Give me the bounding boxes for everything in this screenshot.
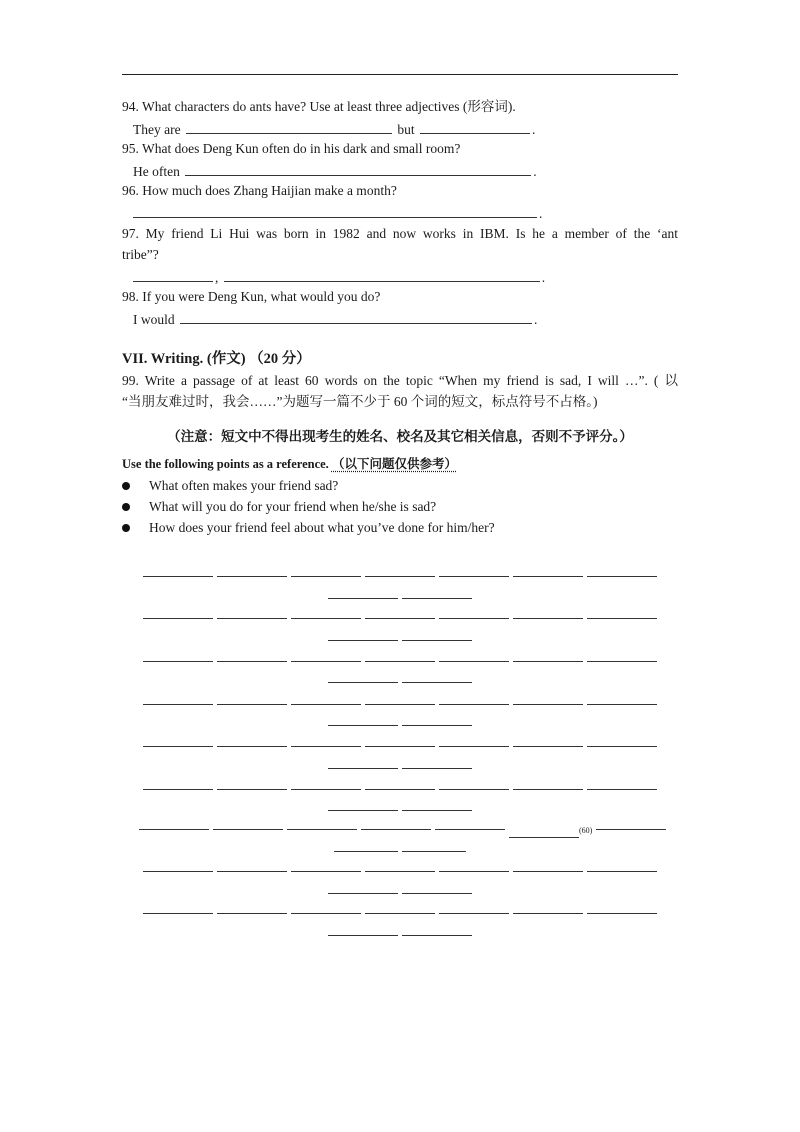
- writing-blank[interactable]: [365, 618, 435, 619]
- writing-blank[interactable]: [402, 810, 472, 811]
- answer-94-blank-1[interactable]: [186, 121, 392, 134]
- answer-97-line: , .: [133, 269, 545, 286]
- writing-blank[interactable]: [334, 851, 398, 852]
- writing-blank[interactable]: [143, 704, 213, 705]
- writing-blank[interactable]: [365, 746, 435, 747]
- writing-blank[interactable]: [217, 576, 287, 577]
- writing-blank[interactable]: [291, 576, 361, 577]
- writing-blank[interactable]: [513, 576, 583, 577]
- writing-blank[interactable]: [365, 871, 435, 872]
- writing-blank[interactable]: [439, 661, 509, 662]
- writing-blank[interactable]: [402, 640, 472, 641]
- writing-blank[interactable]: [439, 704, 509, 705]
- writing-blank[interactable]: [143, 913, 213, 914]
- writing-blank[interactable]: [328, 640, 398, 641]
- writing-blank[interactable]: [587, 746, 657, 747]
- answer-94-blank-2[interactable]: [420, 121, 530, 134]
- answer-95-blank[interactable]: [185, 163, 531, 176]
- answer-95-lead: He often: [133, 164, 180, 179]
- writing-blank[interactable]: [435, 829, 505, 830]
- answer-94-lead: They are: [133, 122, 181, 137]
- writing-blank[interactable]: [402, 682, 472, 683]
- writing-grid-subrow[interactable]: [328, 768, 472, 769]
- writing-note: （注意：短文中不得出现考生的姓名、校名及其它相关信息，否则不予评分。）: [167, 429, 633, 444]
- question-97: 97. My friend Li Hui was born in 1982 and now works in IBM. Is he a member of the ‘ant: [122, 226, 678, 241]
- writing-blank[interactable]: [217, 871, 287, 872]
- writing-blank[interactable]: [587, 789, 657, 790]
- writing-blank[interactable]: [143, 618, 213, 619]
- writing-blank[interactable]: [213, 829, 283, 830]
- writing-blank[interactable]: [217, 704, 287, 705]
- writing-blank[interactable]: [143, 789, 213, 790]
- writing-blank[interactable]: [587, 913, 657, 914]
- answer-98-blank[interactable]: [180, 311, 532, 324]
- bullet-icon: [122, 503, 130, 511]
- writing-blank[interactable]: [402, 893, 472, 894]
- writing-blank[interactable]: [513, 746, 583, 747]
- writing-blank[interactable]: [328, 768, 398, 769]
- writing-grid-subrow[interactable]: [328, 935, 472, 936]
- writing-blank[interactable]: [587, 704, 657, 705]
- writing-blank[interactable]: [587, 871, 657, 872]
- question-94: 94. What characters do ants have? Use at least three adjectives (形容词).: [122, 99, 516, 114]
- writing-blank[interactable]: [328, 893, 398, 894]
- question-97-cont: tribe”?: [122, 247, 159, 262]
- writing-grid-row[interactable]: [143, 661, 657, 662]
- writing-blank[interactable]: [513, 704, 583, 705]
- writing-blank[interactable]: [402, 851, 466, 852]
- question-98: 98. If you were Deng Kun, what would you do?: [122, 289, 381, 304]
- writing-blank[interactable]: [291, 789, 361, 790]
- answer-94-line: They are but .: [133, 122, 536, 137]
- writing-grid-row[interactable]: [143, 576, 657, 577]
- writing-grid-row[interactable]: [143, 913, 657, 914]
- writing-blank[interactable]: [217, 913, 287, 914]
- writing-grid-subrow[interactable]: [328, 640, 472, 641]
- writing-blank[interactable]: [587, 576, 657, 577]
- writing-blank[interactable]: [402, 725, 472, 726]
- answer-98-line: I would .: [133, 312, 538, 327]
- writing-blank[interactable]: [509, 837, 579, 838]
- writing-grid-row[interactable]: [143, 746, 657, 747]
- writing-blank[interactable]: [217, 746, 287, 747]
- writing-blank[interactable]: [328, 935, 398, 936]
- writing-heading: VII. Writing. (作文) （20 分）: [122, 351, 311, 367]
- writing-blank[interactable]: [513, 661, 583, 662]
- bullet-icon: [122, 482, 130, 490]
- writing-blank[interactable]: [402, 768, 472, 769]
- writing-blank[interactable]: [439, 576, 509, 577]
- writing-blank[interactable]: [328, 810, 398, 811]
- writing-grid-row[interactable]: [143, 789, 657, 790]
- writing-blank[interactable]: [587, 661, 657, 662]
- writing-blank[interactable]: [291, 661, 361, 662]
- answer-96-line: .: [133, 205, 542, 222]
- bullet-icon: [122, 524, 130, 532]
- writing-blank[interactable]: [513, 913, 583, 914]
- word-count-marker: (60): [579, 826, 593, 835]
- writing-blank[interactable]: [139, 829, 209, 830]
- writing-blank[interactable]: [143, 871, 213, 872]
- writing-grid-subrow[interactable]: [328, 682, 472, 683]
- writing-blank[interactable]: [402, 935, 472, 936]
- reference-label: Use the following points as a reference.: [122, 457, 329, 471]
- writing-prompt-line-2: “当朋友难过时，我会……”为题写一篇不少于 60 个词的短文，标点符号不占格。): [122, 394, 598, 409]
- writing-grid-row[interactable]: [143, 871, 657, 872]
- writing-blank[interactable]: [439, 871, 509, 872]
- writing-grid-row[interactable]: [139, 826, 666, 838]
- writing-blank[interactable]: [439, 746, 509, 747]
- reference-point-3: How does your friend feel about what you’ve done for him/her?: [149, 520, 495, 535]
- writing-blank[interactable]: [291, 871, 361, 872]
- reference-label-cn: （以下问题仅供参考）: [331, 457, 457, 471]
- writing-blank[interactable]: [328, 725, 398, 726]
- writing-blank[interactable]: [402, 598, 472, 599]
- writing-blank[interactable]: [328, 682, 398, 683]
- writing-grid-subrow[interactable]: [328, 725, 472, 726]
- writing-blank[interactable]: [328, 598, 398, 599]
- writing-blank[interactable]: [513, 871, 583, 872]
- writing-grid-subrow[interactable]: [328, 893, 472, 894]
- writing-blank[interactable]: [291, 746, 361, 747]
- writing-grid-subrow[interactable]: [328, 598, 472, 599]
- writing-blank[interactable]: [513, 789, 583, 790]
- writing-blank[interactable]: [291, 704, 361, 705]
- question-95: 95. What does Deng Kun often do in his dark and small room?: [122, 141, 461, 156]
- writing-prompt-line-1: 99. Write a passage of at least 60 words on the topic “When my friend is sad, I will …”. ( 以: [122, 373, 678, 388]
- writing-blank[interactable]: [291, 913, 361, 914]
- answer-96-blank[interactable]: [133, 205, 537, 218]
- reference-point-1: What often makes your friend sad?: [149, 478, 339, 493]
- writing-blank[interactable]: [291, 618, 361, 619]
- writing-blank[interactable]: [439, 913, 509, 914]
- answer-98-lead: I would: [133, 312, 175, 327]
- writing-blank[interactable]: [143, 661, 213, 662]
- writing-grid-row[interactable]: [143, 704, 657, 705]
- writing-blank[interactable]: [287, 829, 357, 830]
- writing-blank[interactable]: [587, 618, 657, 619]
- writing-blank[interactable]: [143, 576, 213, 577]
- writing-blank[interactable]: [365, 704, 435, 705]
- answer-94-mid: but: [397, 122, 415, 137]
- writing-blank[interactable]: [365, 913, 435, 914]
- writing-blank[interactable]: [365, 576, 435, 577]
- writing-blank[interactable]: [217, 661, 287, 662]
- writing-grid-subrow[interactable]: [334, 851, 466, 852]
- reference-label-line: [122, 456, 457, 472]
- word-count-cell: [509, 826, 593, 838]
- writing-grid-subrow[interactable]: [328, 810, 472, 811]
- writing-blank[interactable]: [143, 746, 213, 747]
- answer-97-blank-1[interactable]: [133, 269, 213, 282]
- writing-blank[interactable]: [439, 789, 509, 790]
- writing-blank[interactable]: [361, 829, 431, 830]
- writing-grid-row[interactable]: [143, 618, 657, 619]
- writing-blank[interactable]: [439, 618, 509, 619]
- header-rule: [122, 74, 678, 75]
- writing-blank[interactable]: [365, 661, 435, 662]
- writing-blank[interactable]: [596, 829, 666, 830]
- reference-point-2: What will you do for your friend when he/she is sad?: [149, 499, 437, 514]
- writing-blank[interactable]: [217, 789, 287, 790]
- writing-blank[interactable]: [217, 618, 287, 619]
- writing-blank[interactable]: [365, 789, 435, 790]
- answer-95-line: He often .: [133, 164, 537, 179]
- answer-97-blank-2[interactable]: [224, 269, 540, 282]
- question-96: 96. How much does Zhang Haijian make a month?: [122, 183, 397, 198]
- writing-blank[interactable]: [513, 618, 583, 619]
